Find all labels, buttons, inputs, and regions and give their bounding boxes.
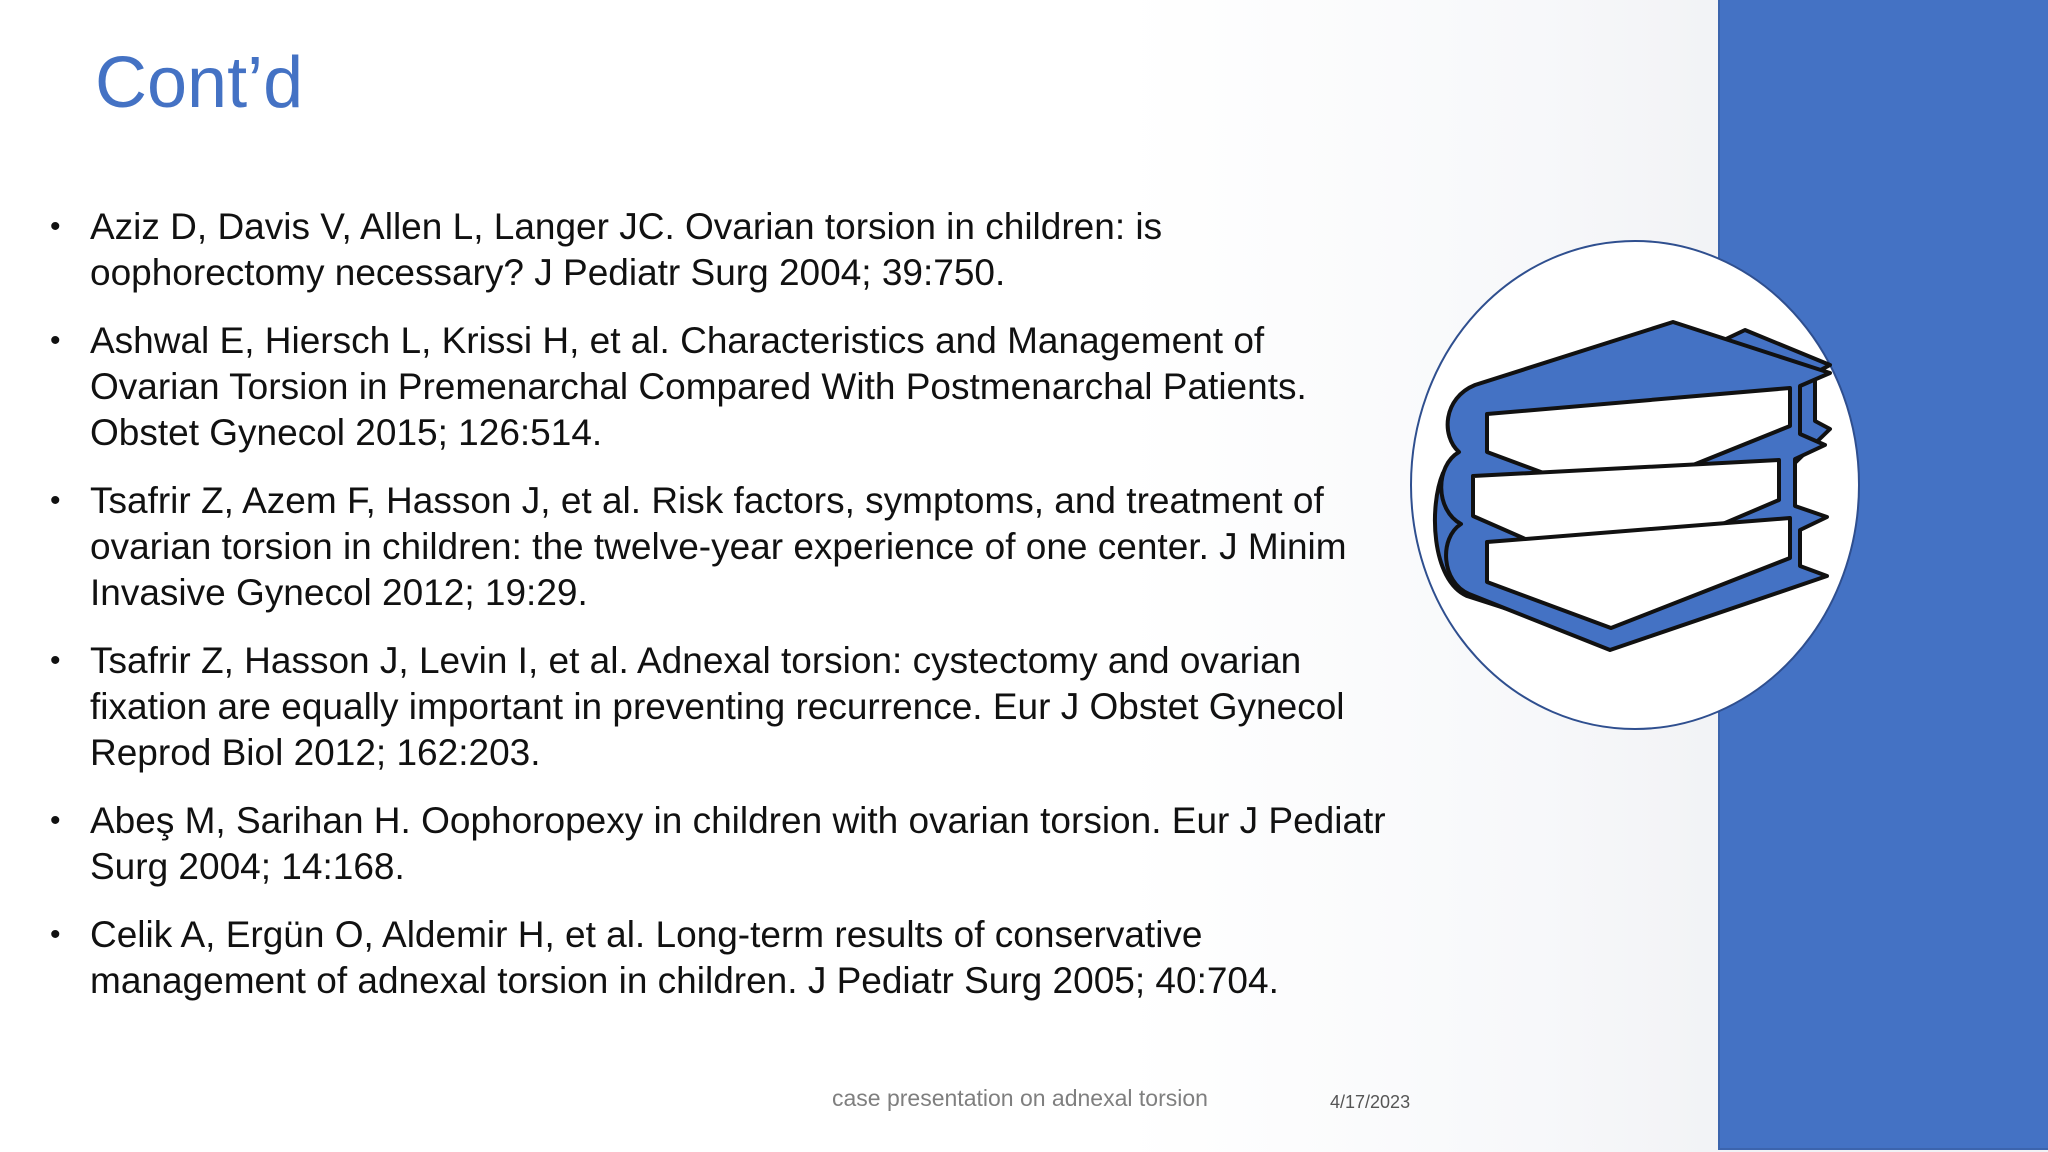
reference-list (48, 204, 1388, 1026)
bullet-icon: • (50, 804, 61, 837)
reference-item (48, 478, 1388, 616)
reference-text: Tsafrir Z, Hasson J, Levin I, et al. Adnexal torsion: cystectomy and ovarian fixation are equally important in preventing recurrence. Eur J Obstet Gynecol Reprod Biol 2012; 162:203. (90, 640, 1345, 773)
reference-item (48, 912, 1388, 1004)
reference-text: Tsafrir Z, Azem F, Hasson J, et al. Risk factors, symptoms, and treatment of ovarian torsion in children: the twelve-year experience of one center. J Minim Invasive Gynecol 2012; 19:29. (90, 480, 1347, 613)
slide-footer: case presentation on adnexal torsion (832, 1085, 1208, 1111)
reference-text: Aziz D, Davis V, Allen L, Langer JC. Ovarian torsion in children: is oophorectomy necessary? J Pediatr Surg 2004; 39:750. (90, 206, 1163, 293)
books-icon (1405, 238, 1865, 732)
bullet-icon: • (50, 210, 61, 243)
reference-item (48, 204, 1388, 296)
bullet-icon: • (50, 324, 61, 357)
bullet-icon: • (50, 484, 61, 517)
bullet-icon: • (50, 918, 61, 951)
reference-item (48, 638, 1388, 776)
reference-text: Ashwal E, Hiersch L, Krissi H, et al. Characteristics and Management of Ovarian Torsion in Premenarchal Compared With Postmenarchal Patients. Obstet Gynecol 2015; 126:514. (90, 320, 1307, 453)
slide-date: 4/17/2023 (1330, 1092, 1411, 1112)
reference-item (48, 318, 1388, 456)
reference-item (48, 798, 1388, 890)
slide-title: Cont’d (95, 43, 304, 123)
reference-text: Abeş M, Sarihan H. Oophoropexy in children with ovarian torsion. Eur J Pediatr Surg 2004; 14:168. (90, 800, 1386, 887)
reference-text: Celik A, Ergün O, Aldemir H, et al. Long-term results of conservative management of adnexal torsion in children. J Pediatr Surg 2005; 40:704. (90, 914, 1279, 1001)
bullet-icon: • (50, 644, 61, 677)
